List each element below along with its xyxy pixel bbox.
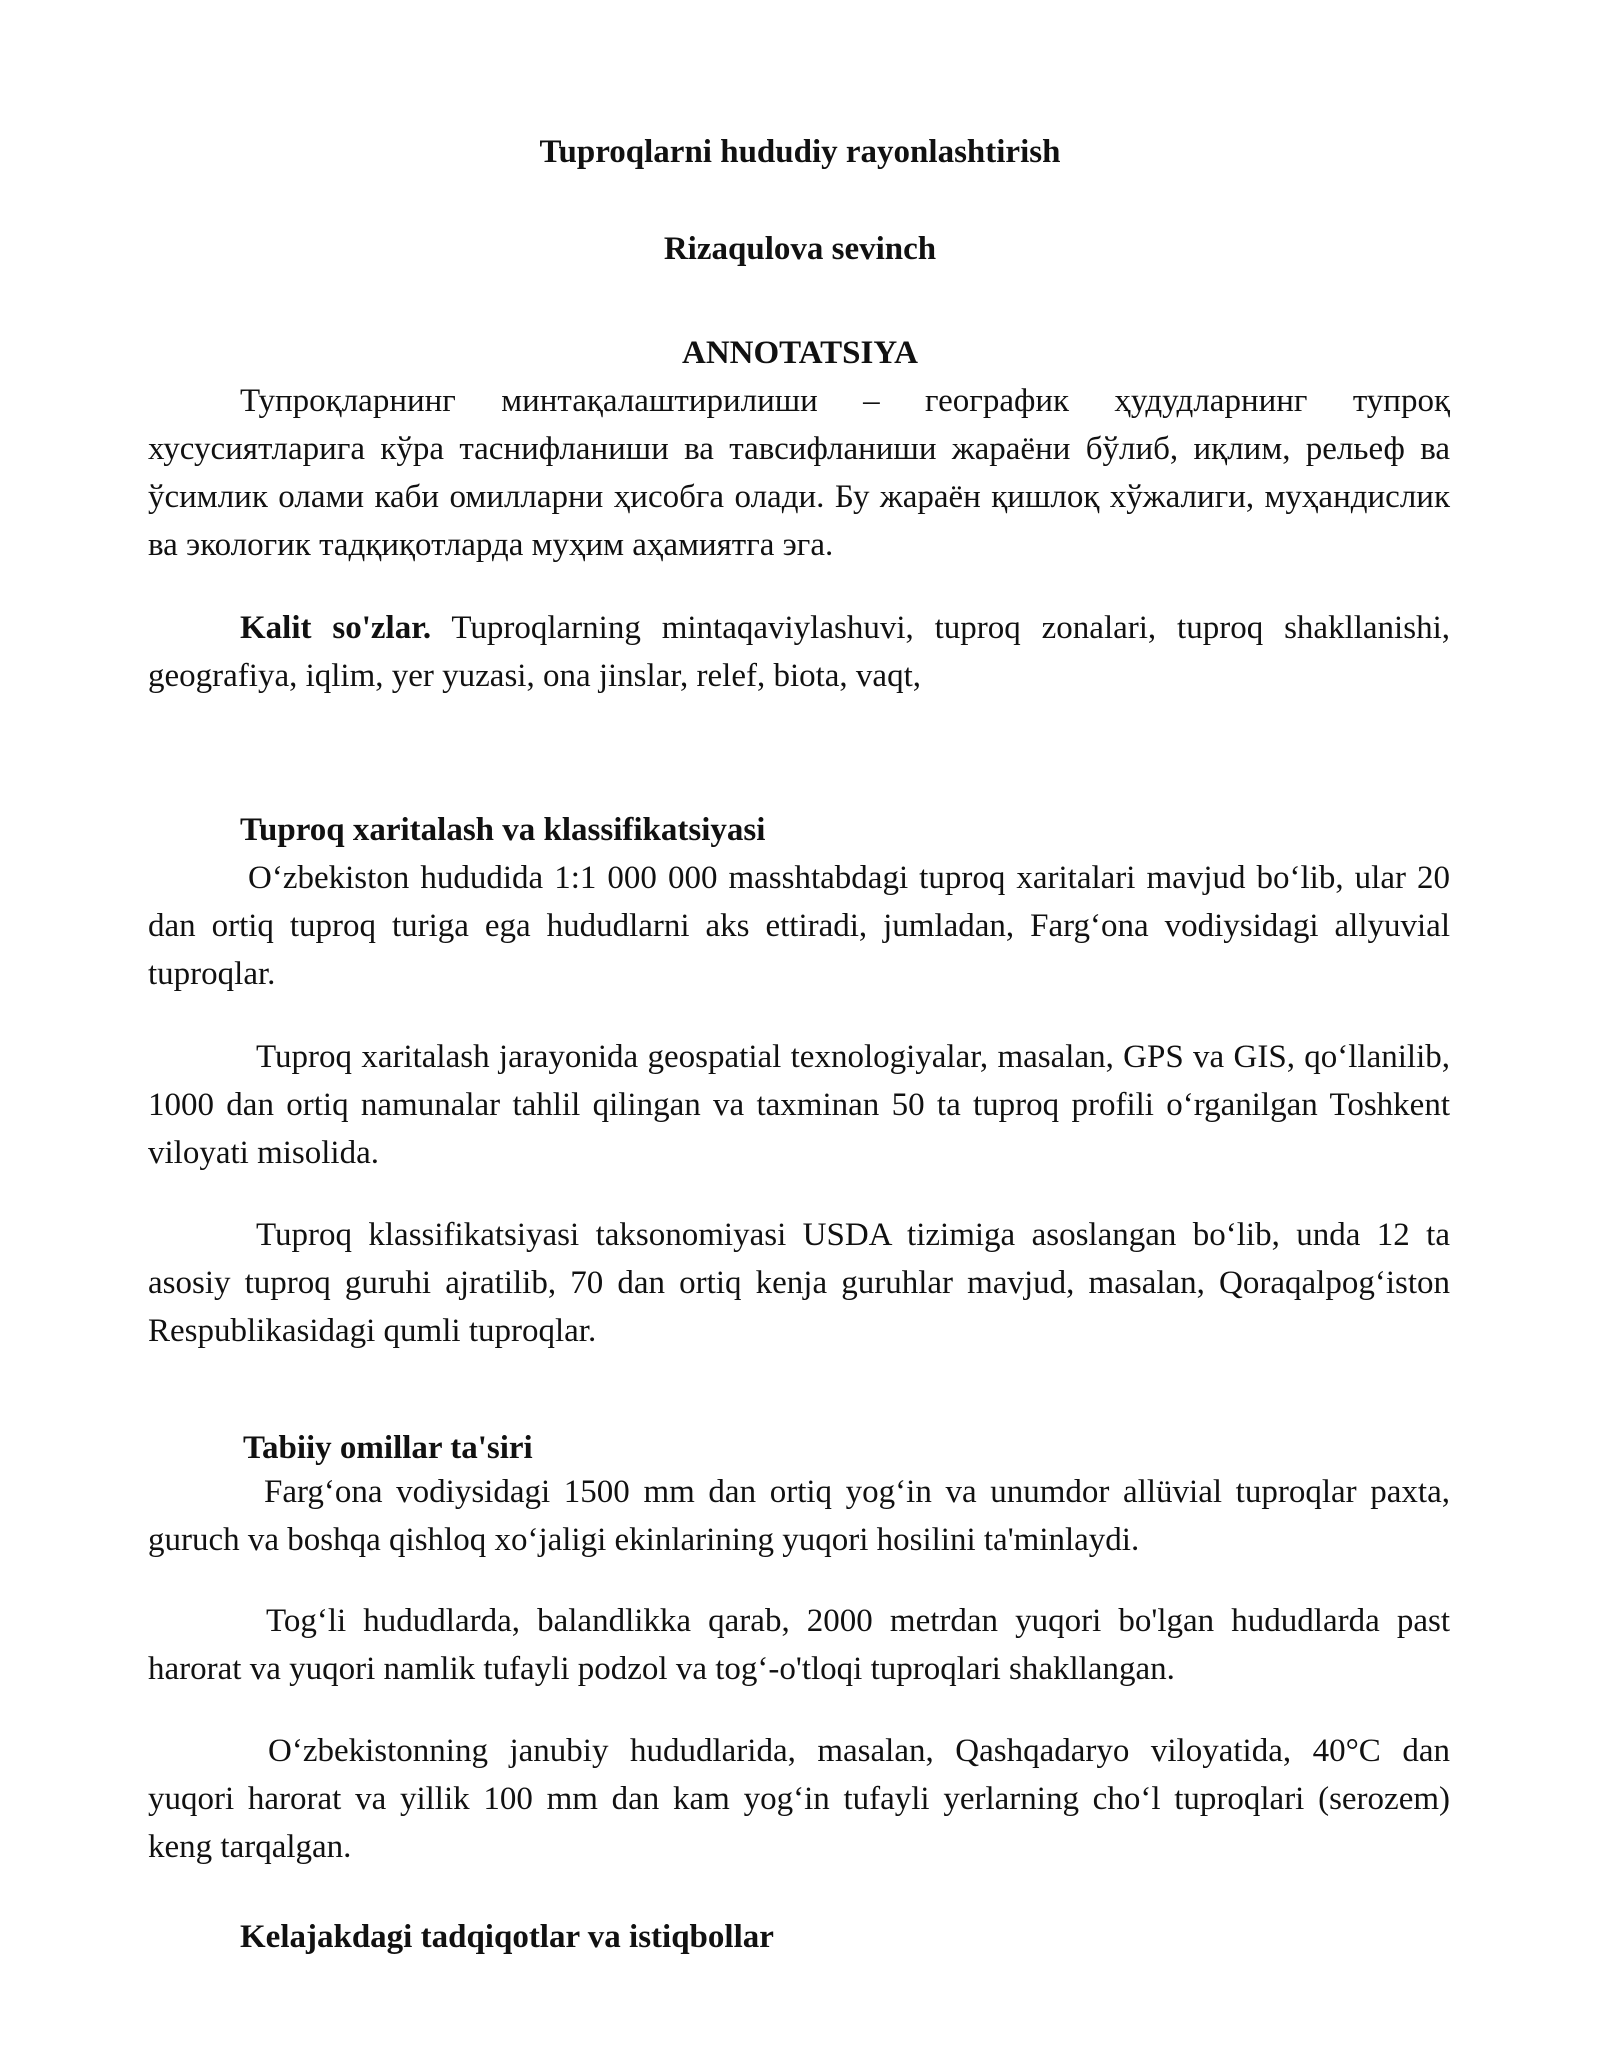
section-heading-future-research: Kelajakdagi tadqiqotlar va istiqbollar <box>240 1919 774 1955</box>
annotation-heading: ANNOTATSIYA <box>682 335 918 371</box>
section-mapping-paragraph-2: Tuproq xaritalash jarayonida geospatial texnologiyalar, masalan, GPS va GIS, qoʻllanilib, 1000 dan ortiq namunalar tahlil qilingan va taxminan 50 ta tuproq profili oʻrganilgan Toshkent viloyati misolida. <box>148 1039 1450 1171</box>
section-natural-paragraph-2: Togʻli hududlarda, balandlikka qarab, 2000 metrdan yuqori bo'lgan hududlarda past harorat va yuqori namlik tufayli podzol va togʻ-o'tloqi tuproqlari shakllangan. <box>148 1603 1450 1687</box>
annotation-paragraph: Тупроқларнинг минтақалаштирилиши – географик ҳудудларнинг тупроқ хусусиятларига кўра таснифланиши ва тавсифланиши жараёни бўлиб, иқлим, рельеф ва ўсимлик олами каби омилларни ҳисобга олади. Бу жараён қишлоқ хўжалиги, муҳандислик ва экологик тадқиқотларда муҳим аҳамиятга эга. <box>148 383 1450 563</box>
section-mapping-paragraph-3: Tuproq klassifikatsiyasi taksonomiyasi USDA tizimiga asoslangan boʻlib, unda 12 ta asosiy tuproq guruhi ajratilib, 70 dan ortiq kenja guruhlar mavjud, masalan, Qoraqalpogʻiston Respublikasidagi qumli tuproqlar. <box>148 1217 1450 1349</box>
document-title: Tuproqlarni hududiy rayonlashtirish <box>539 134 1061 170</box>
section-heading-mapping: Tuproq xaritalash va klassifikatsiyasi <box>240 812 766 848</box>
keywords-paragraph <box>148 604 1450 700</box>
section-natural-paragraph-1: Fargʻona vodiysidagi 1500 mm dan ortiq yogʻin va unumdor allüvial tuproqlar paxta, guruch va boshqa qishloq xoʻjaligi ekinlarining yuqori hosilini ta'minlaydi. <box>148 1474 1450 1558</box>
section-natural-paragraph-3: Oʻzbekistonning janubiy hududlarida, masalan, Qashqadaryo viloyatida, 40°C dan yuqori harorat va yillik 100 mm dan kam yogʻin tufayli yerlarning choʻl tuproqlari (serozem) keng tarqalgan. <box>148 1733 1450 1865</box>
section-mapping-paragraph-1: Oʻzbekiston hududida 1:1 000 000 masshtabdagi tuproq xaritalari mavjud boʻlib, ular 20 dan ortiq tuproq turiga ega hududlarni aks ettiradi, jumladan, Fargʻona vodiysidagi allyuvial tuproqlar. <box>148 860 1450 992</box>
keywords-text: Tuproqlarning mintaqaviylashuvi, tuproq zonalari, tuproq shakllanishi, geografiya, iqlim, yer yuzasi, ona jinslar, relef, biota, vaqt, <box>148 610 1450 694</box>
keywords-label: Kalit so'zlar. <box>240 610 432 646</box>
section-heading-natural-factors: Tabiiy omillar ta'siri <box>243 1430 533 1466</box>
document-author: Rizaqulova sevinch <box>663 231 937 267</box>
